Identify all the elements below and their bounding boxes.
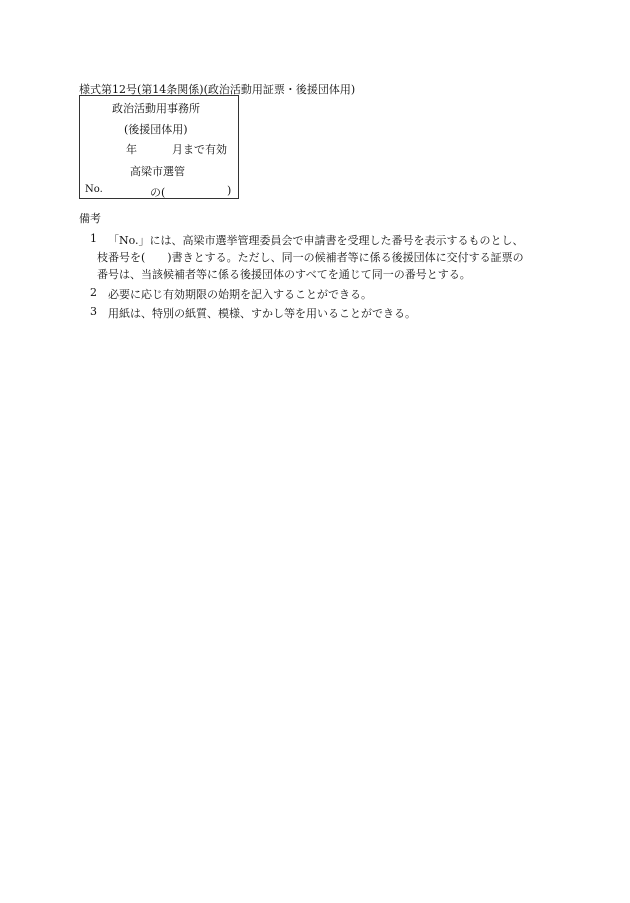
remark-1-line-2: 枝番号を( )書きとする。ただし、同一の候補者等に係る後援団体に交付する証票の: [97, 251, 524, 264]
form-heading: 様式第12号(第14条関係)(政治活動用証票・後援団体用): [79, 83, 356, 96]
remark-2-line-1: 必要に応じ有効期限の始期を記入することができる。: [108, 288, 372, 301]
card-number-label: No.: [85, 184, 103, 195]
remark-index-2: 2: [90, 286, 97, 299]
certificate-card: [79, 95, 239, 199]
card-month-label: 月まで有効: [172, 143, 227, 156]
card-supporter-label: (後援団体用): [124, 123, 188, 136]
remark-3-line-1: 用紙は、特別の紙質、模様、すかし等を用いることができる。: [108, 307, 416, 320]
remark-index-1: 1: [90, 232, 97, 245]
remarks-title: 備考: [79, 212, 101, 225]
card-close-paren: ): [227, 184, 232, 197]
remark-1-line-3: 番号は、当該候補者等に係る後援団体のすべてを通じて同一の番号とする。: [97, 268, 471, 281]
card-issuer-label: 高梁市選管: [130, 165, 185, 178]
card-office-label: 政治活動用事務所: [112, 102, 200, 115]
remark-1-line-1: 「No.」には、高梁市選挙管理委員会で申請書を受理した番号を表示するものとし、: [108, 234, 524, 247]
remark-index-3: 3: [90, 305, 97, 318]
card-year-label: 年: [126, 143, 137, 156]
card-branch-label: の(: [150, 186, 166, 199]
